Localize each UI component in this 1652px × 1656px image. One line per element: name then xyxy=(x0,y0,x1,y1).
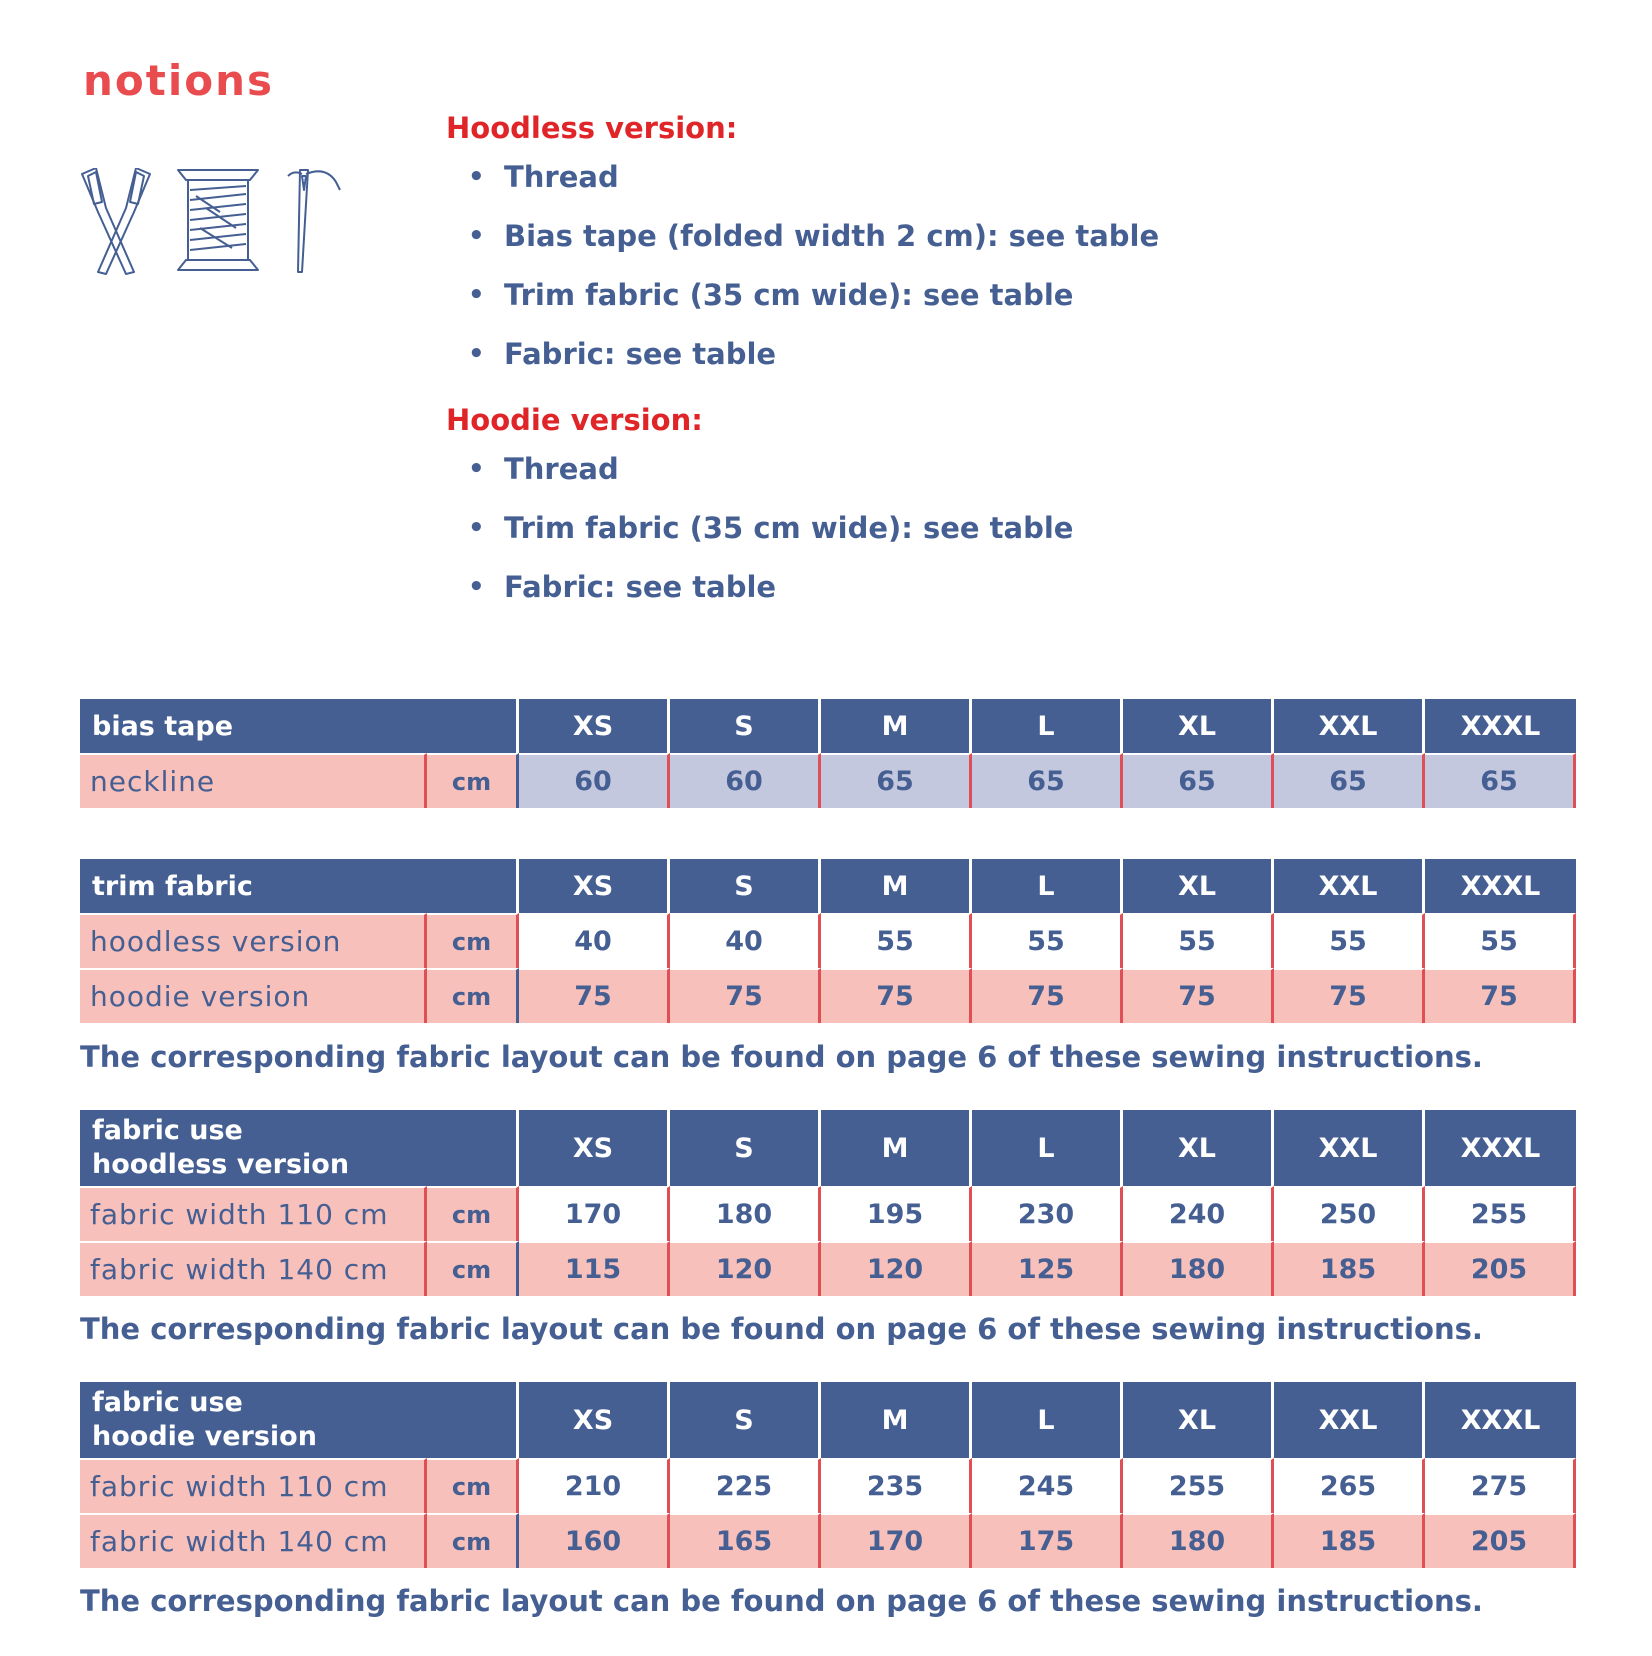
unit-cell: cm xyxy=(427,968,519,1023)
size-header: S xyxy=(670,859,821,913)
value-cell: 115 xyxy=(519,1241,670,1296)
value-cell: 55 xyxy=(972,913,1123,968)
row-label: neckline xyxy=(80,753,427,808)
size-header: XXL xyxy=(1274,699,1425,753)
value-cell: 75 xyxy=(670,968,821,1023)
value-cell: 255 xyxy=(1123,1458,1274,1513)
size-header: L xyxy=(972,859,1123,913)
value-cell: 60 xyxy=(670,753,821,808)
size-header: L xyxy=(972,1382,1123,1458)
size-header: L xyxy=(972,1110,1123,1186)
value-cell: 75 xyxy=(972,968,1123,1023)
unit-cell: cm xyxy=(427,1186,519,1241)
unit-cell: cm xyxy=(427,753,519,808)
value-cell: 180 xyxy=(1123,1241,1274,1296)
table-row xyxy=(80,968,1576,1023)
hoodless-version-heading: Hoodless version: xyxy=(446,111,738,145)
value-cell: 55 xyxy=(1274,913,1425,968)
unit-cell: cm xyxy=(427,1513,519,1568)
size-header: S xyxy=(670,1382,821,1458)
value-cell: 40 xyxy=(519,913,670,968)
table-header-row xyxy=(80,1110,1576,1186)
value-cell: 55 xyxy=(1123,913,1274,968)
value-cell: 75 xyxy=(1274,968,1425,1023)
hoodless-notions-list xyxy=(446,152,1446,388)
size-header: XXXL xyxy=(1425,699,1576,753)
value-cell: 55 xyxy=(821,913,972,968)
list-item: • Thread xyxy=(468,152,1446,211)
size-header: XXXL xyxy=(1425,1382,1576,1458)
value-cell: 255 xyxy=(1425,1186,1576,1241)
size-header: S xyxy=(670,1110,821,1186)
table-row xyxy=(80,1458,1576,1513)
value-cell: 65 xyxy=(1274,753,1425,808)
table-header-row xyxy=(80,699,1576,753)
size-header: XL xyxy=(1123,859,1274,913)
value-cell: 185 xyxy=(1274,1241,1425,1296)
notions-icons xyxy=(80,168,360,280)
size-header: XS xyxy=(519,859,670,913)
table-row xyxy=(80,1186,1576,1241)
size-header: M xyxy=(821,1382,972,1458)
value-cell: 185 xyxy=(1274,1513,1425,1568)
size-header: XS xyxy=(519,1110,670,1186)
value-cell: 205 xyxy=(1425,1241,1576,1296)
size-header: M xyxy=(821,699,972,753)
row-label: hoodless version xyxy=(80,913,427,968)
row-label: fabric width 110 cm xyxy=(80,1186,427,1241)
value-cell: 160 xyxy=(519,1513,670,1568)
table-title-line1: fabric use xyxy=(92,1387,243,1418)
size-header: XXXL xyxy=(1425,859,1576,913)
list-item: • Fabric: see table xyxy=(468,329,1446,388)
value-cell: 225 xyxy=(670,1458,821,1513)
table-row xyxy=(80,753,1576,808)
value-cell: 240 xyxy=(1123,1186,1274,1241)
list-item: • Bias tape (folded width 2 cm): see table xyxy=(468,211,1446,270)
size-header: M xyxy=(821,1110,972,1186)
size-header: XL xyxy=(1123,699,1274,753)
value-cell: 125 xyxy=(972,1241,1123,1296)
table-title: bias tape xyxy=(80,699,519,753)
table-row xyxy=(80,913,1576,968)
notions-list xyxy=(446,108,1446,621)
fabric-layout-note: The corresponding fabric layout can be found on page 6 of these sewing instructions. xyxy=(80,1584,1483,1618)
unit-cell: cm xyxy=(427,1241,519,1296)
table-title-line2: hoodie version xyxy=(92,1421,317,1452)
table-title-line1: fabric use xyxy=(92,1115,243,1146)
unit-cell: cm xyxy=(427,1458,519,1513)
table-header-row xyxy=(80,1382,1576,1458)
value-cell: 250 xyxy=(1274,1186,1425,1241)
value-cell: 75 xyxy=(1123,968,1274,1023)
fabric-use-hoodie-table xyxy=(80,1382,1576,1568)
value-cell: 205 xyxy=(1425,1513,1576,1568)
row-label: fabric width 110 cm xyxy=(80,1458,427,1513)
value-cell: 120 xyxy=(821,1241,972,1296)
value-cell: 275 xyxy=(1425,1458,1576,1513)
row-label: fabric width 140 cm xyxy=(80,1241,427,1296)
needle-icon xyxy=(288,170,340,272)
value-cell: 195 xyxy=(821,1186,972,1241)
list-item: • Trim fabric (35 cm wide): see table xyxy=(468,270,1446,329)
thread-spool-icon xyxy=(178,170,258,270)
hoodie-notions-list xyxy=(446,444,1446,621)
table-title xyxy=(80,1110,519,1186)
value-cell: 65 xyxy=(1123,753,1274,808)
size-header: L xyxy=(972,699,1123,753)
value-cell: 120 xyxy=(670,1241,821,1296)
value-cell: 210 xyxy=(519,1458,670,1513)
size-header: XL xyxy=(1123,1382,1274,1458)
table-row xyxy=(80,1241,1576,1296)
size-header: XXL xyxy=(1274,859,1425,913)
fabric-use-hoodless-table xyxy=(80,1110,1576,1296)
value-cell: 65 xyxy=(1425,753,1576,808)
table-header-row xyxy=(80,859,1576,913)
list-item: • Fabric: see table xyxy=(468,562,1446,621)
trim-fabric-table xyxy=(80,859,1576,1023)
value-cell: 180 xyxy=(670,1186,821,1241)
table-title: trim fabric xyxy=(80,859,519,913)
value-cell: 170 xyxy=(821,1513,972,1568)
value-cell: 60 xyxy=(519,753,670,808)
value-cell: 245 xyxy=(972,1458,1123,1513)
value-cell: 175 xyxy=(972,1513,1123,1568)
scissors-icon xyxy=(82,168,150,274)
unit-cell: cm xyxy=(427,913,519,968)
table-title xyxy=(80,1382,519,1458)
size-header: XS xyxy=(519,699,670,753)
value-cell: 230 xyxy=(972,1186,1123,1241)
size-header: XXL xyxy=(1274,1110,1425,1186)
value-cell: 65 xyxy=(821,753,972,808)
fabric-layout-note: The corresponding fabric layout can be found on page 6 of these sewing instructions. xyxy=(80,1312,1483,1346)
fabric-layout-note: The corresponding fabric layout can be found on page 6 of these sewing instructions. xyxy=(80,1040,1483,1074)
list-item: • Thread xyxy=(468,444,1446,503)
value-cell: 235 xyxy=(821,1458,972,1513)
value-cell: 165 xyxy=(670,1513,821,1568)
size-header: M xyxy=(821,859,972,913)
value-cell: 75 xyxy=(821,968,972,1023)
value-cell: 170 xyxy=(519,1186,670,1241)
section-title: notions xyxy=(83,56,274,105)
size-header: XS xyxy=(519,1382,670,1458)
table-row xyxy=(80,1513,1576,1568)
value-cell: 40 xyxy=(670,913,821,968)
list-item: • Trim fabric (35 cm wide): see table xyxy=(468,503,1446,562)
bias-tape-table xyxy=(80,699,1576,808)
table-title-line2: hoodless version xyxy=(92,1149,350,1180)
row-label: fabric width 140 cm xyxy=(80,1513,427,1568)
size-header: S xyxy=(670,699,821,753)
size-header: XL xyxy=(1123,1110,1274,1186)
size-header: XXL xyxy=(1274,1382,1425,1458)
value-cell: 180 xyxy=(1123,1513,1274,1568)
value-cell: 75 xyxy=(1425,968,1576,1023)
hoodie-version-heading: Hoodie version: xyxy=(446,403,703,437)
value-cell: 265 xyxy=(1274,1458,1425,1513)
row-label: hoodie version xyxy=(80,968,427,1023)
size-header: XXXL xyxy=(1425,1110,1576,1186)
value-cell: 65 xyxy=(972,753,1123,808)
value-cell: 55 xyxy=(1425,913,1576,968)
value-cell: 75 xyxy=(519,968,670,1023)
